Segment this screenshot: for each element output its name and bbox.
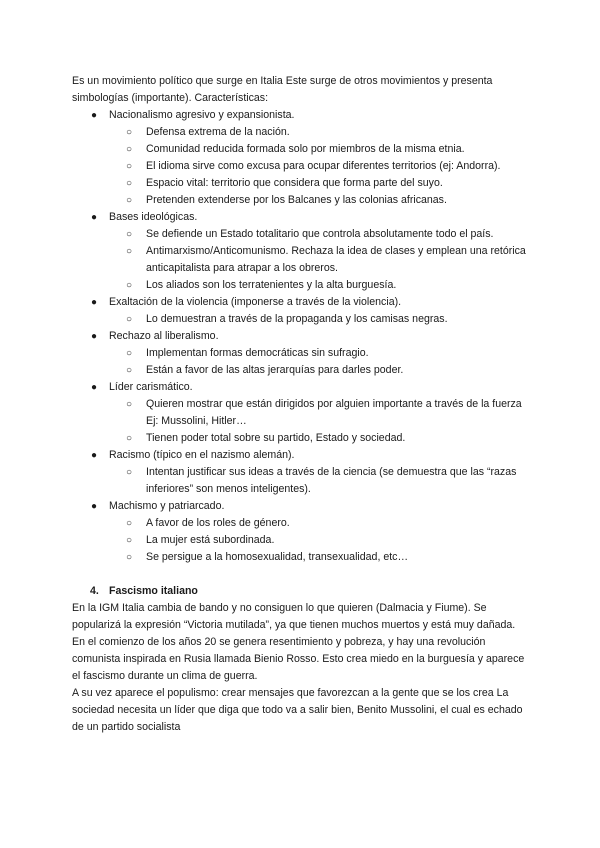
sub-list-item: ○ Intentan justificar sus ideas a través de la ciencia (se demuestra que las “razas inferiores” son menos inteligentes). xyxy=(125,466,517,495)
sub-list-item: ○ Quieren mostrar que están dirigidos por alguien importante a través de la fuerza Ej: Mussolini, Hitler… xyxy=(125,398,522,427)
sub-list xyxy=(109,515,532,566)
sub-list xyxy=(109,345,532,379)
body-paragraph: A su vez aparece el populismo: crear mensajes que favorezcan a la gente que se los crea La sociedad necesita un líder que diga que todo va a salir bien, Benito Mussolini, el cual es echado de un partido socialista xyxy=(72,687,523,733)
section-title: Rechazo al liberalismo. xyxy=(109,330,219,342)
section-heading xyxy=(72,583,532,600)
sub-list-item: ○ Se defiende un Estado totalitario que controla absolutamente todo el país. xyxy=(109,226,532,243)
intro-paragraph: Es un movimiento político que surge en Italia Este surge de otros movimientos y presenta simbologías (importante). Características: xyxy=(72,75,493,104)
bullet-icon: ● xyxy=(90,501,98,512)
sub-list-item: ○ Están a favor de las altas jerarquías para darles poder. xyxy=(109,362,532,379)
heading-number: 4. xyxy=(90,585,99,597)
list-item xyxy=(72,498,532,566)
circle-bullet-icon: ○ xyxy=(125,467,133,478)
sub-list-item: ○ Lo demuestran a través de la propaganda y los camisas negras. xyxy=(109,311,532,328)
body-paragraph: En el comienzo de los años 20 se genera resentimiento y pobreza, y hay una revolución comunista inspirada en Rusia llamada Bienio Rosso. Esto crea miedo en la burguesía y aparece el fascismo durante un clima de guerra. xyxy=(72,636,525,682)
circle-bullet-icon: ○ xyxy=(125,433,133,444)
sub-list-item: ○ Comunidad reducida formada solo por miembros de la misma etnia. xyxy=(109,141,532,158)
sub-list-item: ○ Se persigue a la homosexualidad, transexualidad, etc… xyxy=(109,549,532,566)
characteristics-list xyxy=(72,107,532,566)
document-body xyxy=(72,73,532,736)
sub-list-item: ○ Los aliados son los terratenientes y la alta burguesía. xyxy=(109,277,532,294)
section-title: Machismo y patriarcado. xyxy=(109,500,225,512)
circle-bullet-icon: ○ xyxy=(125,246,133,257)
sub-list-item: ○ Tienen poder total sobre su partido, Estado y sociedad. xyxy=(109,430,532,447)
circle-bullet-icon: ○ xyxy=(125,348,133,359)
bullet-icon: ● xyxy=(90,382,98,393)
circle-bullet-icon: ○ xyxy=(125,518,133,529)
sub-list-item: ○ A favor de los roles de género. xyxy=(109,515,532,532)
list-item xyxy=(72,209,532,294)
bullet-icon: ● xyxy=(90,297,98,308)
circle-bullet-icon: ○ xyxy=(125,195,133,206)
sub-list-item: ○ La mujer está subordinada. xyxy=(109,532,532,549)
section-title: Exaltación de la violencia (imponerse a través de la violencia). xyxy=(109,296,402,308)
section-title: Bases ideológicas. xyxy=(109,211,198,223)
sub-list xyxy=(109,396,532,447)
circle-bullet-icon: ○ xyxy=(125,178,133,189)
sub-list-item: ○ Defensa extrema de la nación. xyxy=(109,124,532,141)
body-paragraph: En la IGM Italia cambia de bando y no consiguen lo que quieren (Dalmacia y Fiume). Se popularizá la expresión “Victoria mutilada”, ya que tienen muchos muertos y está muy dañada. xyxy=(72,602,516,631)
circle-bullet-icon: ○ xyxy=(125,127,133,138)
sub-list-item: ○ El idioma sirve como excusa para ocupar diferentes territorios (ej: Andorra). xyxy=(109,158,532,175)
sub-list-item: ○ Antimarxismo/Anticomunismo. Rechaza la idea de clases y emplean una retórica anticapitalista para atrapar a los obreros. xyxy=(125,245,526,274)
sub-list xyxy=(109,311,532,328)
list-item xyxy=(72,379,532,447)
list-item xyxy=(72,447,532,498)
circle-bullet-icon: ○ xyxy=(125,399,133,410)
list-item xyxy=(72,328,532,379)
section-title: Racismo (típico en el nazismo alemán). xyxy=(109,449,295,461)
circle-bullet-icon: ○ xyxy=(125,280,133,291)
sub-list-item: ○ Implementan formas democráticas sin sufragio. xyxy=(109,345,532,362)
circle-bullet-icon: ○ xyxy=(125,161,133,172)
sub-list-item: ○ Pretenden extenderse por los Balcanes y las colonias africanas. xyxy=(109,192,532,209)
bullet-icon: ● xyxy=(90,450,98,461)
bullet-icon: ● xyxy=(90,212,98,223)
sub-list xyxy=(109,226,532,294)
circle-bullet-icon: ○ xyxy=(125,552,133,563)
circle-bullet-icon: ○ xyxy=(125,314,133,325)
sub-list xyxy=(109,124,532,209)
section-title: Líder carismático. xyxy=(109,381,193,393)
sub-list xyxy=(109,464,532,498)
sub-list-item: ○ Espacio vital: territorio que considera que forma parte del suyo. xyxy=(109,175,532,192)
list-item xyxy=(72,294,532,328)
section-title: Nacionalismo agresivo y expansionista. xyxy=(109,109,295,121)
heading-title: Fascismo italiano xyxy=(109,585,198,597)
bullet-icon: ● xyxy=(90,110,98,121)
circle-bullet-icon: ○ xyxy=(125,144,133,155)
list-item xyxy=(72,107,532,209)
circle-bullet-icon: ○ xyxy=(125,365,133,376)
circle-bullet-icon: ○ xyxy=(125,535,133,546)
bullet-icon: ● xyxy=(90,331,98,342)
circle-bullet-icon: ○ xyxy=(125,229,133,240)
